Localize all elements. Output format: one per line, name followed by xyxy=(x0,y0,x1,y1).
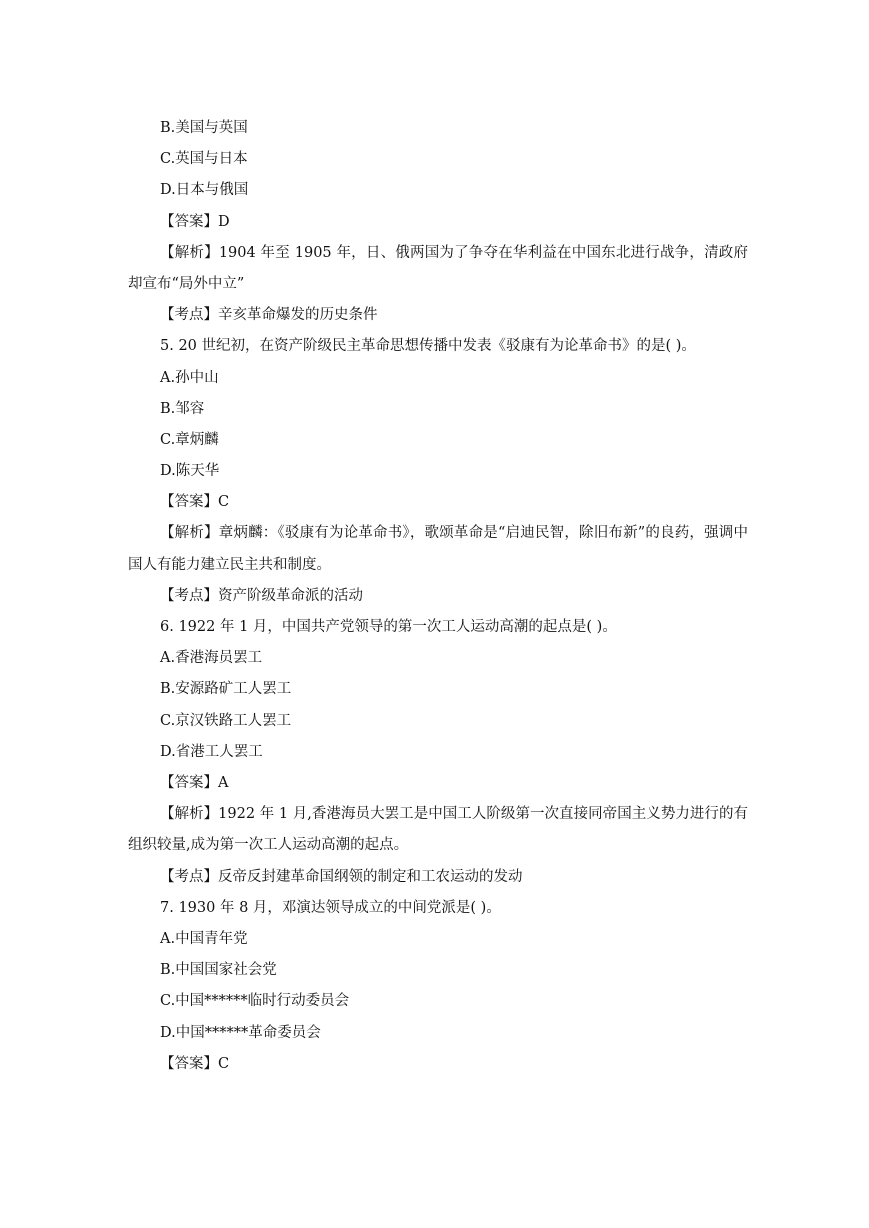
document-body xyxy=(128,113,748,1080)
answer-q7: 【答案】C xyxy=(160,1055,230,1072)
option-a-q6: A.香港海员罢工 xyxy=(160,650,263,667)
option-d-q6: D.省港工人罢工 xyxy=(160,743,263,760)
option-c-q7: C.中国******临时行动委员会 xyxy=(160,993,350,1010)
option-b-q5: B.邹容 xyxy=(160,400,205,417)
option-b-q4: B.美国与英国 xyxy=(160,120,248,136)
option-b-q6: B.安源路矿工人罢工 xyxy=(160,681,292,698)
option-d-q4: D.日本与俄国 xyxy=(160,182,249,199)
option-c-q5: C.章炳麟 xyxy=(160,431,219,448)
question-6: 6. 1922 年 1 月，中国共产党领导的第一次工人运动高潮的起点是( )。 xyxy=(160,619,617,636)
option-c-q6: C.京汉铁路工人罢工 xyxy=(160,712,292,729)
option-d-q7: D.中国******革命委员会 xyxy=(160,1024,321,1041)
option-d-q5: D.陈天华 xyxy=(160,463,220,480)
analysis-q6: 【解析】1922 年 1 月,香港海员大罢工是中国工人阶级第一次直接同帝国主义势力进行的有组织较量,成为第一次工人运动高潮的起点。 xyxy=(128,806,748,854)
answer-q6: 【答案】A xyxy=(160,775,229,791)
analysis-q4: 【解析】1904 年至 1905 年，日、俄两国为了争夺在华利益在中国东北进行战争，清政府却宣布“局外中立” xyxy=(128,244,748,292)
analysis-q5: 【解析】章炳麟：《驳康有为论革命书》，歌颂革命是“启迪民智，除旧布新”的良药，强调中国人有能力建立民主共和制度。 xyxy=(128,525,748,573)
option-a-q7: A.中国青年党 xyxy=(160,930,248,947)
answer-q4: 【答案】D xyxy=(160,213,230,230)
option-a-q5: A.孙中山 xyxy=(160,369,219,386)
option-c-q4: C.英国与日本 xyxy=(160,151,248,168)
question-5: 5. 20 世纪初，在资产阶级民主革命思想传播中发表《驳康有为论革命书》的是( )。 xyxy=(160,338,696,355)
option-b-q7: B.中国国家社会党 xyxy=(160,962,277,979)
key-point-q5: 【考点】资产阶级革命派的活动 xyxy=(160,587,363,604)
key-point-q6: 【考点】反帝反封建革命国纲领的制定和工农运动的发动 xyxy=(160,868,523,885)
answer-q5: 【答案】C xyxy=(160,494,230,511)
key-point-q4: 【考点】辛亥革命爆发的历史条件 xyxy=(160,307,378,324)
question-7: 7. 1930 年 8 月，邓演达领导成立的中间党派是( )。 xyxy=(160,899,501,916)
